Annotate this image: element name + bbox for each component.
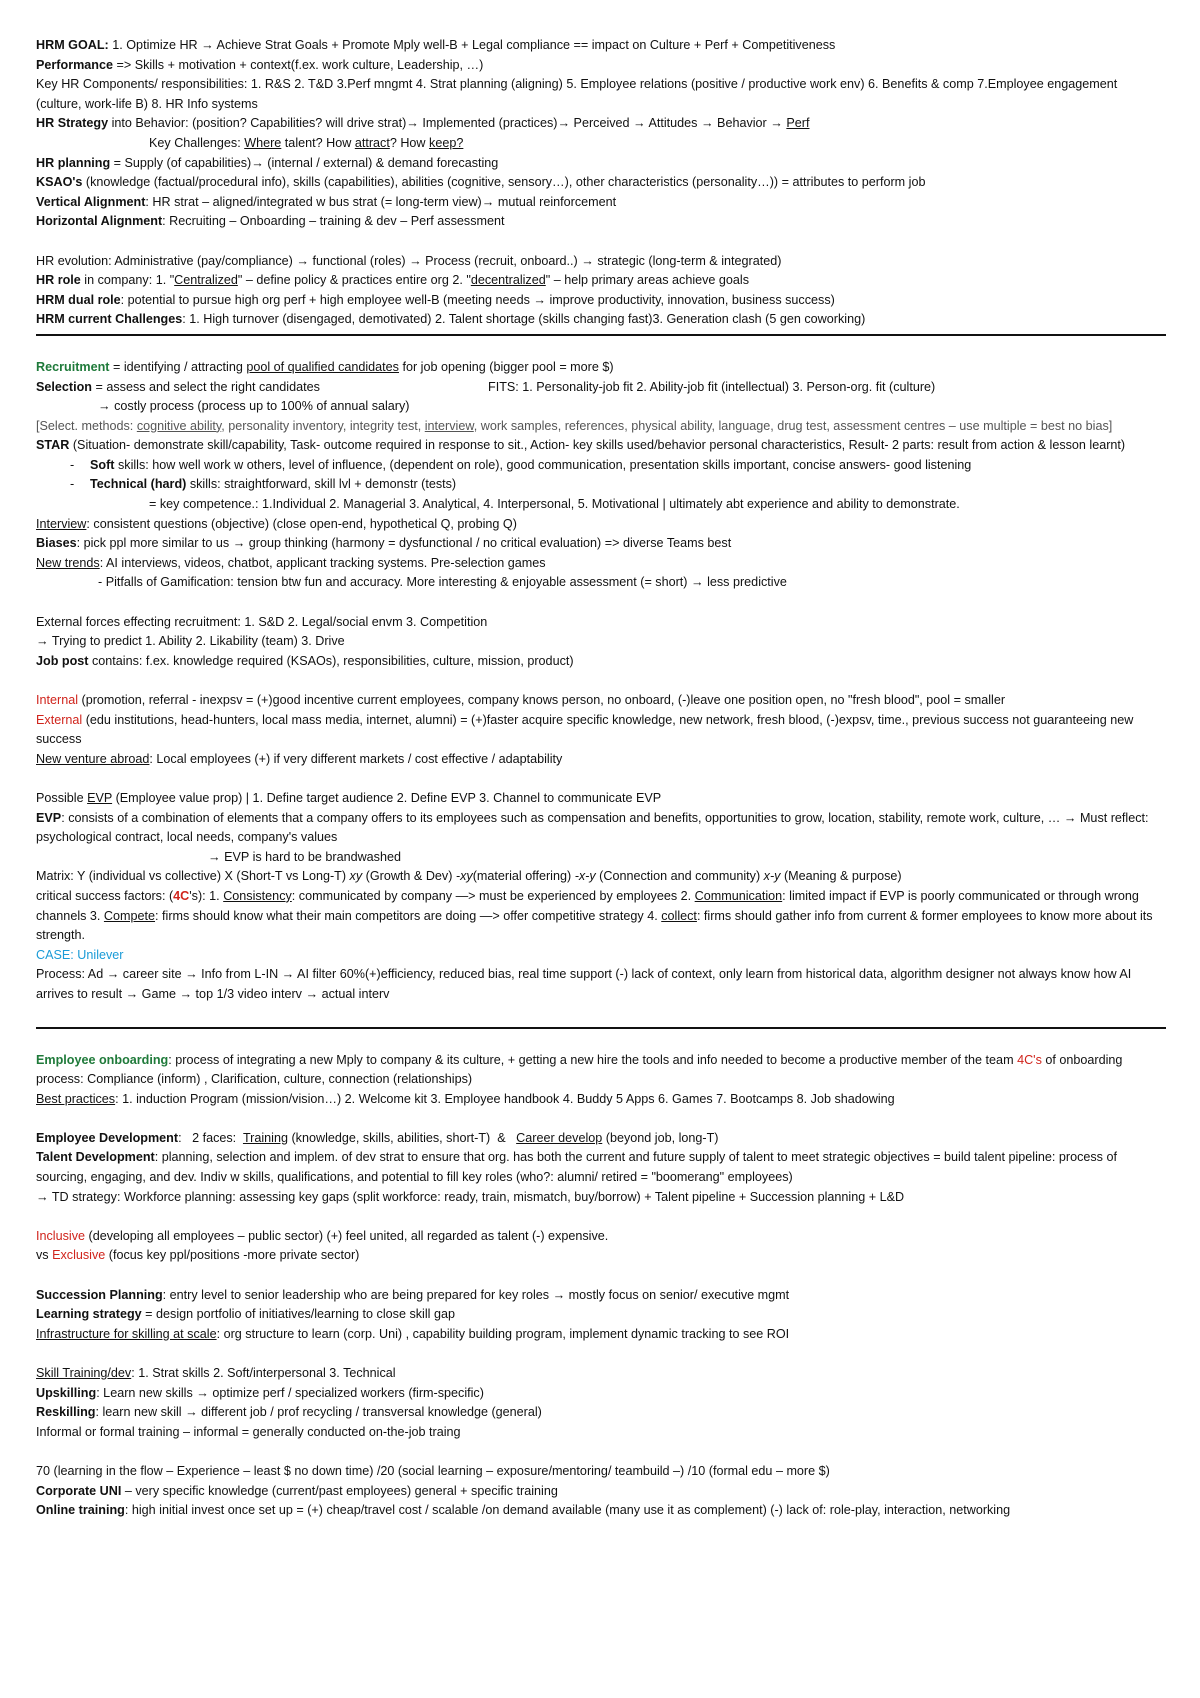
talent-development-line: Talent Development: planning, selection and implem. of dev strat to ensure that org. has both the current and future supply of talent to meet strategic objectives = build talent pipeline: process of sourcing, engaging, and dev. Indiv w skills, qualifications, and potential to fill key roles (who?: alumni/ retired = "boomerang" employees)	[36, 1150, 1117, 1185]
costly-process-line: → costly process (process up to 100% of annual salary)	[98, 399, 410, 414]
onboarding-line: Employee onboarding: process of integrating a new Mply to company & its culture, + getting a new hire the tools and info needed to become a productive member of the team 4C's of onboarding process: Compliance (inform) , Clarification, culture, connection (relationships)	[36, 1052, 1123, 1087]
selection-methods-line: [Select. methods: cognitive ability, personality inventory, integrity test, interview, work samples, references, physical ability, language, drug test, assessment centres – use multiple = best no bias]	[36, 418, 1113, 433]
section-recruitment	[36, 358, 1166, 1005]
unilever-process-line: Process: Ad → career site → Info from L-IN → AI filter 60%(+)efficiency, reduced bias, real time support (-) lack of context, only learn from historical data, algorithm designer not always know how AI arrives to result → Game → top 1/3 video interv → actual interv	[36, 967, 1132, 1001]
gamification-pitfalls-line: - Pitfalls of Gamification: tension btw fun and accuracy. More interesting & enjoyable assessment (= short) → less predictive	[98, 575, 787, 590]
predict-line: → Trying to predict 1. Ability 2. Likability (team) 3. Drive	[36, 634, 345, 649]
hr-planning-line: HR planning = Supply (of capabilities)→ (internal / external) & demand forecasting	[36, 155, 499, 170]
ksao-line: KSAO's (knowledge (factual/procedural info), skills (capabilities), abilities (cognitive, sensory…), other characteristics (personality…)) = attributes to perform job	[36, 175, 926, 190]
skill-training-line: Skill Training/dev: 1. Strat skills 2. Soft/interpersonal 3. Technical	[36, 1366, 396, 1380]
new-trends-line: New trends: AI interviews, videos, chatbot, applicant tracking systems. Pre-selection games	[36, 555, 546, 570]
seventy-twenty-ten-line: 70 (learning in the flow – Experience – least $ no down time) /20 (social learning – exposure/mentoring/ teambuild –) /10 (formal edu – more $)	[36, 1463, 830, 1478]
job-post-line: Job post contains: f.ex. knowledge required (KSAOs), responsibilities, culture, mission, product)	[36, 653, 574, 668]
vertical-alignment-line: Vertical Alignment: HR strat – aligned/integrated w bus strat (= long-term view)→ mutual reinforcement	[36, 194, 617, 209]
informal-training-line: Informal or formal training – informal = generally conducted on-the-job traing	[36, 1424, 461, 1439]
technical-skills-item: - Technical (hard) skills: straightforward, skill lvl + demonstr (tests)	[36, 475, 1166, 495]
new-venture-line: New venture abroad: Local employees (+) if very different markets / cost effective / adaptability	[36, 751, 563, 766]
exclusive-line: vs Exclusive (focus key ppl/positions -more private sector)	[36, 1248, 360, 1263]
external-recruitment-line: External (edu institutions, head-hunters, local mass media, internet, alumni) = (+)faster acquire specific knowledge, new network, fresh blood, (-)expsv, time., previous success not guaranteeing new success	[36, 712, 1134, 747]
key-challenges-line: Key Challenges: Where talent? How attract? How keep?	[149, 135, 464, 150]
soft-skills-item: - Soft skills: how well work w others, level of influence, (dependent on role), good communication, presentation skills important, concise answers- good listening	[36, 456, 1166, 476]
key-components-line: Key HR Components/ responsibilities: 1. R&S 2. T&D 3.Perf mngmt 4. Strat planning (aligning) 5. Employee relations (positive / productive work env) 6. Benefits & comp 7.Employee engagement (culture, work-life B) 8. HR Info systems	[36, 77, 1118, 111]
hrm-dual-role-line: HRM dual role: potential to pursue high org perf + high employee well-B (meeting needs → improve productivity, innovation, business success)	[36, 292, 835, 307]
corporate-uni-line: Corporate UNI – very specific knowledge (current/past employees) general + specific training	[36, 1483, 558, 1498]
fits-text: FITS: 1. Personality-job fit 2. Ability-job fit (intellectual) 3. Person-org. fit (culture)	[488, 379, 936, 394]
infrastructure-line: Infrastructure for skilling at scale: org structure to learn (corp. Uni) , capability building program, implement dynamic tracking to see ROI	[36, 1326, 790, 1341]
hr-evolution-line: HR evolution: Administrative (pay/compliance) → functional (roles) → Process (recruit, onboard..) → strategic (long-term & integrated)	[36, 253, 782, 268]
evp-matrix-line: Matrix: Y (individual vs collective) X (Short-T vs Long-T) xy (Growth & Dev) -xy(material offering) -x-y (Connection and community) x-y (Meaning & purpose)	[36, 869, 902, 884]
employee-development-line: Employee Development: 2 faces: Training (knowledge, skills, abilities, short-T) & Career develop (beyond job, long-T)	[36, 1130, 719, 1145]
external-forces-line: External forces effecting recruitment: 1. S&D 2. Legal/social envm 3. Competition	[36, 614, 488, 629]
key-competence-line: = key competence.: 1.Individual 2. Managerial 3. Analytical, 4. Interpersonal, 5. Motivational | ultimately abt experience and ability to demonstrate.	[149, 497, 960, 512]
biases-line: Biases: pick ppl more similar to us → group thinking (harmony = dysfunctional / no critical evaluation) => diverse Teams best	[36, 536, 732, 551]
recruitment-line: Recruitment = identifying / attracting pool of qualified candidates for job opening (bigger pool = more $)	[36, 359, 614, 374]
best-practices-line: Best practices: 1. induction Program (mission/vision…) 2. Welcome kit 3. Employee handbook 4. Buddy 5 Apps 6. Games 7. Bootcamps 8. Job shadowing	[36, 1091, 895, 1106]
succession-planning-line: Succession Planning: entry level to senior leadership who are being prepared for key roles → mostly focus on senior/ executive mgmt	[36, 1287, 790, 1302]
section-divider	[36, 334, 1166, 336]
evp-definition-line: EVP: consists of a combination of elements that a company offers to its employees such as compensation and benefits, opportunities to grow, location, stability, remote work, culture, … → Must reflect: psychological contract, local needs, company's values	[36, 810, 1149, 845]
section-onboarding-development	[36, 1051, 1166, 1521]
hr-strategy-line: HR Strategy into Behavior: (position? Capabilities? will drive strat)→ Implemented (practices)→ Perceived → Attitudes → Behavior → Perf	[36, 116, 810, 131]
learning-strategy-line: Learning strategy = design portfolio of initiatives/learning to close skill gap	[36, 1307, 455, 1322]
internal-recruitment-line: Internal (promotion, referral - inexpsv = (+)good incentive current employees, company knows person, no onboard, (-)leave one position open, no "fresh blood", pool = smaller	[36, 693, 1006, 707]
horizontal-alignment-line: Horizontal Alignment: Recruiting – Onboarding – training & dev – Perf assessment	[36, 214, 505, 229]
section-divider	[36, 1027, 1166, 1029]
inclusive-line: Inclusive (developing all employees – public sector) (+) feel united, all regarded as talent (-) expensive.	[36, 1228, 609, 1243]
hr-role-line: HR role in company: 1. "Centralized" – define policy & practices entire org 2. "decentralized" – help primary areas achieve goals	[36, 273, 750, 288]
upskilling-line: Upskilling: Learn new skills → optimize perf / specialized workers (firm-specific)	[36, 1385, 484, 1400]
online-training-line: Online training: high initial invest once set up = (+) cheap/travel cost / scalable /on demand available (many use it as complement) (-) lack of: role-play, interaction, networking	[36, 1503, 1011, 1518]
possible-evp-line: Possible EVP (Employee value prop) | 1. Define target audience 2. Define EVP 3. Channel to communicate EVP	[36, 790, 662, 805]
hrm-goal-line: HRM GOAL: 1. Optimize HR → Achieve Strat Goals + Promote Mply well-B + Legal compliance == impact on Culture + Perf + Competitiveness	[36, 38, 836, 52]
selection-line: Selection = assess and select the right candidates FITS: 1. Personality-job fit 2. Ability-job fit (intellectual) 3. Person-org. fit (culture)	[36, 378, 1166, 398]
performance-line: Performance => Skills + motivation + context(f.ex. work culture, Leadership, …)	[36, 57, 484, 72]
section-hr-fundamentals	[36, 36, 1166, 330]
interview-line: Interview: consistent questions (objective) (close open-end, hypothetical Q, probing Q)	[36, 516, 517, 531]
evp-brandwashed-line: → EVP is hard to be brandwashed	[208, 849, 401, 864]
reskilling-line: Reskilling: learn new skill → different job / prof recycling / transversal knowledge (general)	[36, 1405, 542, 1420]
case-unilever-heading: CASE: Unilever	[36, 947, 124, 962]
hrm-challenges-line: HRM current Challenges: 1. High turnover (disengaged, demotivated) 2. Talent shortage (skills changing fast)3. Generation clash (5 gen coworking)	[36, 312, 866, 327]
critical-success-factors-line: critical success factors: (4C's): 1. Consistency: communicated by company —> must be experienced by employees 2. Communication: limited impact if EVP is poorly communicated or through wrong channels 3. Compete: firms should know what their main competitors are doing —> offer competitive strategy 4. collect: firms should gather info from current & former employees to know more about its strength.	[36, 888, 1153, 943]
td-strategy-line: → TD strategy: Workforce planning: assessing key gaps (split workforce: ready, train, mismatch, buy/borrow) + Talent pipeline + Succession planning + L&D	[36, 1189, 905, 1204]
star-line: STAR (Situation- demonstrate skill/capability, Task- outcome required in response to sit., Action- key skills used/behavior personal characteristics, Result- 2 parts: result from action & lesson learnt)	[36, 438, 1126, 453]
